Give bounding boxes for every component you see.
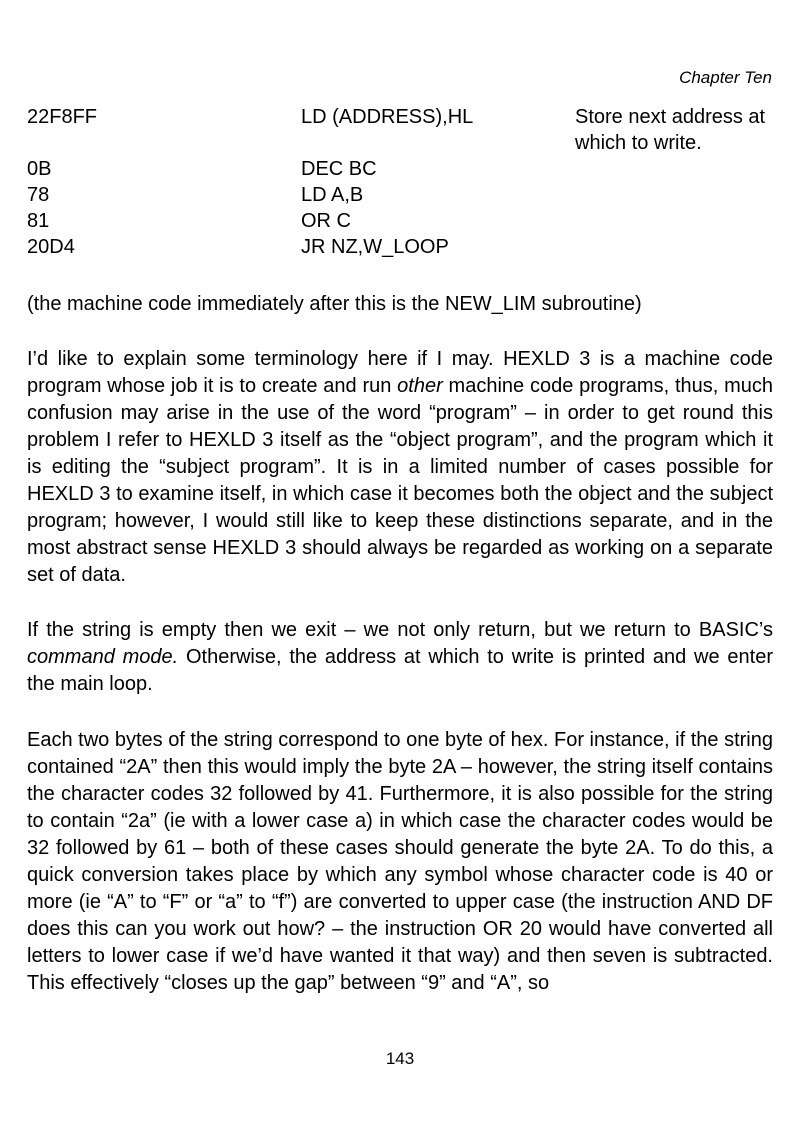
code-listing	[27, 104, 775, 260]
emphasis-text: command mode.	[27, 646, 179, 668]
page-number: 143	[385, 1049, 415, 1068]
paragraph-text: If the string is empty then we exit – we not only return, but we return to BASIC’s	[27, 619, 773, 641]
paragraph-text: Otherwise, the address at which to write is printed and we enter the main loop.	[27, 646, 773, 695]
assembly-instruction: LD (ADDRESS),HL	[301, 106, 474, 128]
code-row	[27, 182, 775, 208]
hex-code: 81	[27, 210, 50, 232]
paragraph-text: machine code programs, thus, much confusion may arise in the use of the word “program” – in order to get round this problem I refer to HEXLD 3 itself as the “object program”, and the program which it is editing the “subject program”. It is in a limited number of cases possible for HEXLD 3 to examine itself, in which case it becomes both the object and the subject program; however, I would still like to keep these distinctions separate, and in the most abstract sense HEXLD 3 should always be regarded as working on a separate set of data.	[27, 375, 774, 586]
code-comment	[575, 234, 775, 260]
paragraph-new-lim-note: (the machine code immediately after this is the NEW_LIM subroutine)	[27, 293, 642, 315]
code-row	[27, 104, 775, 156]
paragraph-terminology	[27, 346, 773, 589]
code-comment	[575, 156, 775, 182]
hex-code: 22F8FF	[27, 106, 98, 128]
paragraph-text: I’d like to explain some terminology here if I may. HEXLD 3 is a machine code program whose job it is to create and run	[27, 348, 773, 397]
code-row	[27, 208, 775, 234]
emphasis-text: other	[397, 375, 443, 397]
hex-code: 78	[27, 184, 50, 206]
hex-code: 20D4	[27, 236, 75, 258]
code-row	[27, 234, 775, 260]
assembly-instruction: DEC BC	[301, 158, 377, 180]
paragraph-empty-string	[27, 617, 773, 698]
paragraph-hex-conversion: Each two bytes of the string correspond to one byte of hex. For instance, if the string contained “2A” then this would imply the byte 2A – however, the string itself contains the character codes 32 followed by 41. Furthermore, it is also possible for the string to contain “2a” (ie with a lower case a) in which case the character codes would be 32 followed by 61 – both of these cases should generate the byte 2A. To do this, a quick conversion takes place by which any symbol whose character code is 40 or more (ie “A” to “F” or “a” to “f”) are converted to upper case (the instruction AND DF does this can you work out how? – the instruction OR 20 would have converted all letters to lower case if we’d have wanted it that way) and then seven is subtracted. This effectively “closes up the gap” between “9” and “A”, so	[27, 729, 773, 994]
assembly-instruction: OR C	[301, 210, 351, 232]
assembly-instruction: LD A,B	[301, 184, 364, 206]
code-comment	[575, 208, 775, 234]
code-row	[27, 156, 775, 182]
hex-code: 0B	[27, 158, 52, 180]
chapter-header: Chapter Ten	[679, 68, 772, 87]
assembly-instruction: JR NZ,W_LOOP	[301, 236, 449, 258]
code-comment	[575, 182, 775, 208]
code-comment: Store next address at which to write.	[575, 106, 766, 154]
